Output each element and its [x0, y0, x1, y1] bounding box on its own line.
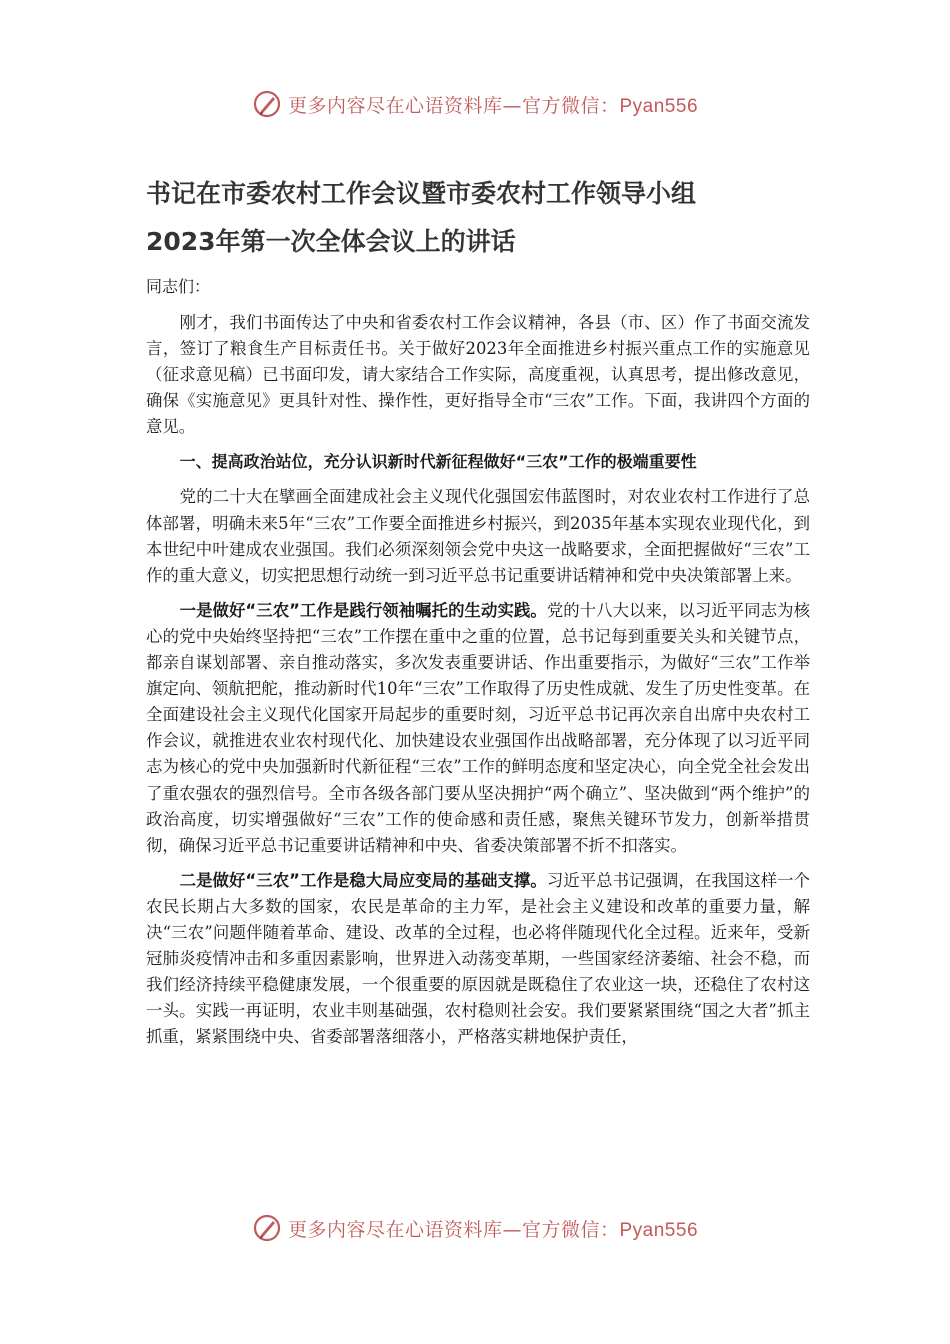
title-line-1: 书记在市委农村工作会议暨市委农村工作领导小组 [146, 179, 697, 208]
pen-logo-icon [252, 89, 282, 119]
point-2-paragraph [146, 868, 810, 1051]
watermark-banner-bottom [0, 1208, 950, 1248]
title-line-2: 2023年第一次全体会议上的讲话 [146, 227, 516, 256]
greeting: 同志们： [146, 277, 211, 296]
document-title [146, 170, 810, 266]
point-2-text: 习近平总书记强调，在我国这样一个农民长期占大多数的国家，农民是革命的主力军，是社会主义建设和改革的重要力量，解决“三农”问题伴随着革命、建设、改革的全过程，也必将伴随现代化全过程。近来年，受新冠肺炎疫情冲击和多重因素影响，世界进入动荡变革期，一些国家经济萎缩、社会不稳，而我们经济持续平稳健康发展，一个很重要的原因就是既稳住了农业这一块，还稳住了农村这一头。实践一再证明，农业丰则基础强，农村稳则社会安。我们要紧紧围绕“国之大者”抓主抓重，紧紧围绕中央、省委部署落细落小，严格落实耕地保护责任， [146, 870, 811, 1047]
point-1-paragraph [146, 598, 810, 859]
watermark-text: 更多内容尽在心语资料库—官方微信：Pyan556 [287, 1218, 699, 1241]
watermark-text: 更多内容尽在心语资料库—官方微信：Pyan556 [287, 94, 699, 117]
pen-logo-icon [252, 1213, 282, 1243]
point-1-text: 党的十八大以来，以习近平同志为核心的党中央始终坚持把“三农”工作摆在重中之重的位置，总书记每到重要关头和关键节点，都亲自谋划部署、亲自推动落实，多次发表重要讲话、作出重要指示，为做好“三农”工作举旗定向、领航把舵，推动新时代10年“三农”工作取得了历史性成就、发生了历史性变革。在全面建设社会主义现代化国家开局起步的重要时刻，习近平总书记再次亲自出席中央农村工作会议，就推进农业农村现代化、加快建设农业强国作出战略部署，充分体现了以习近平同志为核心的党中央加强新时代新征程“三农”工作的鲜明态度和坚定决心，向全党全社会发出了重农强农的强烈信号。全市各级各部门要从坚决拥护“两个确立”、坚决做到“两个维护”的政治高度，切实增强做好“三农”工作的使命感和责任感，聚焦关键环节发力，创新举措贯彻，确保习近平总书记重要讲话精神和中央、省委决策部署不折不扣落实。 [146, 600, 811, 855]
document-body [146, 160, 810, 1059]
section-1-paragraph: 党的二十大在擘画全面建成社会主义现代化强国宏伟蓝图时，对农业农村工作进行了总体部署，明确未来5年“三农”工作要全面推进乡村振兴，到2035年基本实现农业现代化，到本世纪中叶建成农业强国。我们必须深刻领会党中央这一战略要求，全面把握做好“三农”工作的重大意义，切实把思想行动统一到习近平总书记重要讲话精神和党中央决策部署上来。 [146, 487, 810, 585]
watermark-banner-top [0, 84, 950, 124]
section-1-heading: 一、提高政治站位，充分认识新时代新征程做好“三农”工作的极端重要性 [179, 452, 697, 472]
point-1-lead: 一是做好“三农”工作是践行领袖嘱托的生动实践。 [179, 600, 547, 620]
intro-paragraph: 刚才，我们书面传达了中央和省委农村工作会议精神，各县（市、区）作了书面交流发言，签订了粮食生产目标责任书。关于做好2023年全面推进乡村振兴重点工作的实施意见（征求意见稿）已书面印发，请大家结合工作实际，高度重视，认真思考，提出修改意见，确保《实施意见》更具针对性、操作性，更好指导全市“三农”工作。下面，我讲四个方面的意见。 [146, 313, 810, 437]
point-2-lead: 二是做好“三农”工作是稳大局应变局的基础支撑。 [179, 870, 547, 890]
